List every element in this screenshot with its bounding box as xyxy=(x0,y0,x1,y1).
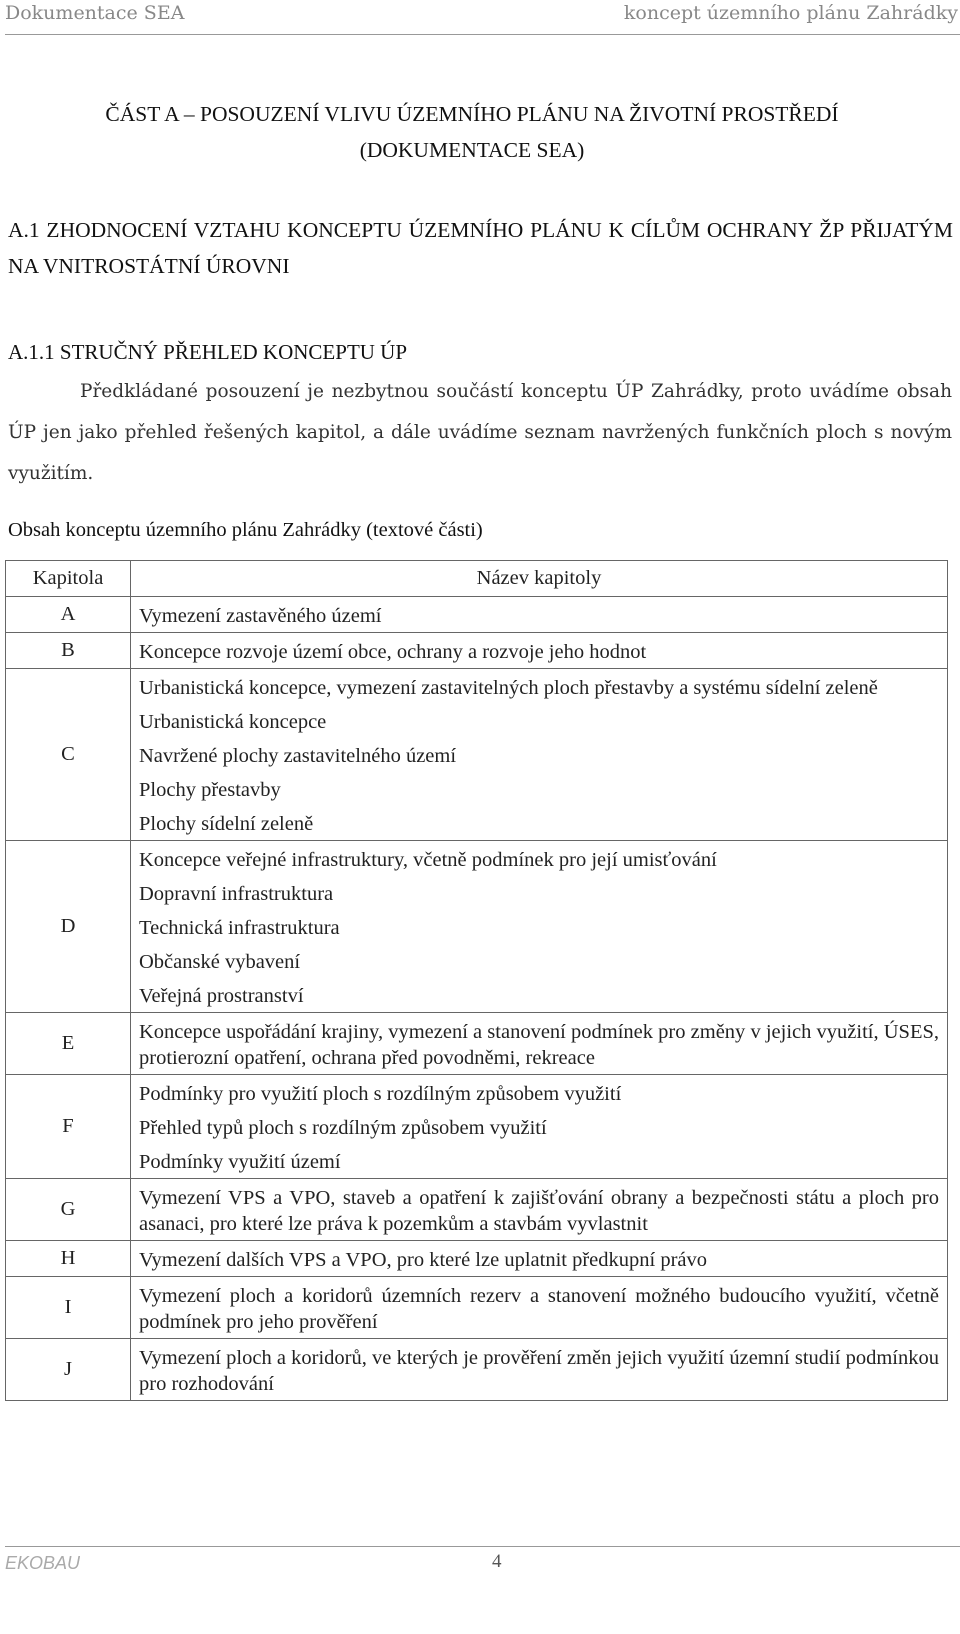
table-row xyxy=(6,1277,948,1339)
header-left-text: Dokumentace SEA xyxy=(5,2,185,24)
subsection-heading: A.1.1 STRUČNÝ PŘEHLED KONCEPTU ÚP xyxy=(8,340,408,364)
chapter-names xyxy=(131,633,948,669)
chapter-name: Podmínky pro využití ploch s rozdílným způsobem využití xyxy=(139,1083,622,1105)
chapter-letter: I xyxy=(6,1277,131,1339)
chapter-letter: G xyxy=(6,1179,131,1241)
header-right-text: koncept územního plánu Zahrádky xyxy=(623,2,958,24)
chapter-names xyxy=(131,1339,948,1401)
chapter-names xyxy=(131,1179,948,1241)
column-header-chapter: Kapitola xyxy=(6,561,131,597)
column-header-name: Název kapitoly xyxy=(131,561,948,597)
section-heading: A.1 ZHODNOCENÍ VZTAHU KONCEPTU ÚZEMNÍHO PLÁNU K CÍLŮM OCHRANY ŽP PŘIJATÝM NA VNITROSTÁTNÍ ÚROVNI xyxy=(8,218,953,278)
chapter-name: Vymezení VPS a VPO, staveb a opatření k zajišťování obrany a bezpečnosti státu a ploch pro asanaci, pro které lze práva k pozemkům a stavbám vyvlastnit xyxy=(139,1187,939,1235)
contents-table xyxy=(5,560,948,1401)
chapter-name: Vymezení ploch a koridorů územních rezerv a stanovení možného budoucího využití, včetně podmínek pro jeho prověření xyxy=(139,1285,939,1333)
chapter-letter: H xyxy=(6,1241,131,1277)
subchapter-name: Přehled typů ploch s rozdílným způsobem využití xyxy=(139,1117,547,1139)
chapter-letter: D xyxy=(6,841,131,1013)
part-heading xyxy=(8,96,960,168)
table-row xyxy=(6,669,948,841)
chapter-letter: F xyxy=(6,1075,131,1179)
footer-company: EKOBAU xyxy=(5,1553,81,1573)
subchapter-name: Veřejná prostranství xyxy=(139,985,304,1007)
chapter-names xyxy=(131,1075,948,1179)
chapter-letter: J xyxy=(6,1339,131,1401)
page-number: 4 xyxy=(492,1551,502,1572)
subchapter-name: Podmínky využití území xyxy=(139,1151,341,1173)
intro-paragraph: Předkládané posouzení je nezbytnou součástí konceptu ÚP Zahrádky, proto uvádíme obsah ÚP jen jako přehled řešených kapitol, a dále uvádíme seznam navržených funkčních ploch s novým využitím. xyxy=(8,381,952,484)
table-header-row xyxy=(6,561,948,597)
chapter-names xyxy=(131,1241,948,1277)
subchapter-name: Navržené plochy zastavitelného území xyxy=(139,745,457,767)
chapter-name: Koncepce uspořádání krajiny, vymezení a stanovení podmínek pro změny v jejich využití, ÚSES, protierozní opatření, ochrana před povodněmi, rekreace xyxy=(139,1021,939,1069)
chapter-name: Koncepce veřejné infrastruktury, včetně podmínek pro její umisťování xyxy=(139,849,717,871)
table-row xyxy=(6,1339,948,1401)
chapter-name: Vymezení ploch a koridorů, ve kterých je prověření změn jejich využití územní studií podmínkou pro rozhodování xyxy=(139,1347,939,1395)
subchapter-name: Občanské vybavení xyxy=(139,951,301,973)
page-footer xyxy=(5,1546,960,1587)
chapter-letter: B xyxy=(6,633,131,669)
table-row xyxy=(6,1013,948,1075)
subchapter-name: Technická infrastruktura xyxy=(139,917,340,939)
chapter-name: Vymezení dalších VPS a VPO, pro které lze uplatnit předkupní právo xyxy=(139,1249,708,1271)
chapter-names xyxy=(131,597,948,633)
chapter-name: Vymezení zastavěného území xyxy=(139,605,382,627)
part-heading-line1: ČÁST A – POSOUZENÍ VLIVU ÚZEMNÍHO PLÁNU NA ŽIVOTNÍ PROSTŘEDÍ xyxy=(105,102,839,126)
chapter-letter: C xyxy=(6,669,131,841)
subchapter-name: Dopravní infrastruktura xyxy=(139,883,334,905)
table-row xyxy=(6,1241,948,1277)
subchapter-name: Plochy přestavby xyxy=(139,779,281,801)
subchapter-name: Urbanistická koncepce xyxy=(139,711,327,733)
page-header xyxy=(5,0,960,35)
table-row xyxy=(6,1179,948,1241)
chapter-names xyxy=(131,1277,948,1339)
table-row xyxy=(6,1075,948,1179)
table-title: Obsah konceptu územního plánu Zahrádky (textové části) xyxy=(8,519,483,541)
table-row xyxy=(6,597,948,633)
table-row xyxy=(6,633,948,669)
part-heading-line2: (DOKUMENTACE SEA) xyxy=(359,138,585,162)
chapter-name: Koncepce rozvoje území obce, ochrany a rozvoje jeho hodnot xyxy=(139,641,647,663)
chapter-names xyxy=(131,1013,948,1075)
subchapter-name: Plochy sídelní zeleně xyxy=(139,813,314,835)
chapter-name: Urbanistická koncepce, vymezení zastavitelných ploch přestavby a systému sídelní zeleně xyxy=(139,677,878,699)
chapter-letter: A xyxy=(6,597,131,633)
chapter-letter: E xyxy=(6,1013,131,1075)
chapter-names xyxy=(131,669,948,841)
table-row xyxy=(6,841,948,1013)
chapter-names xyxy=(131,841,948,1013)
